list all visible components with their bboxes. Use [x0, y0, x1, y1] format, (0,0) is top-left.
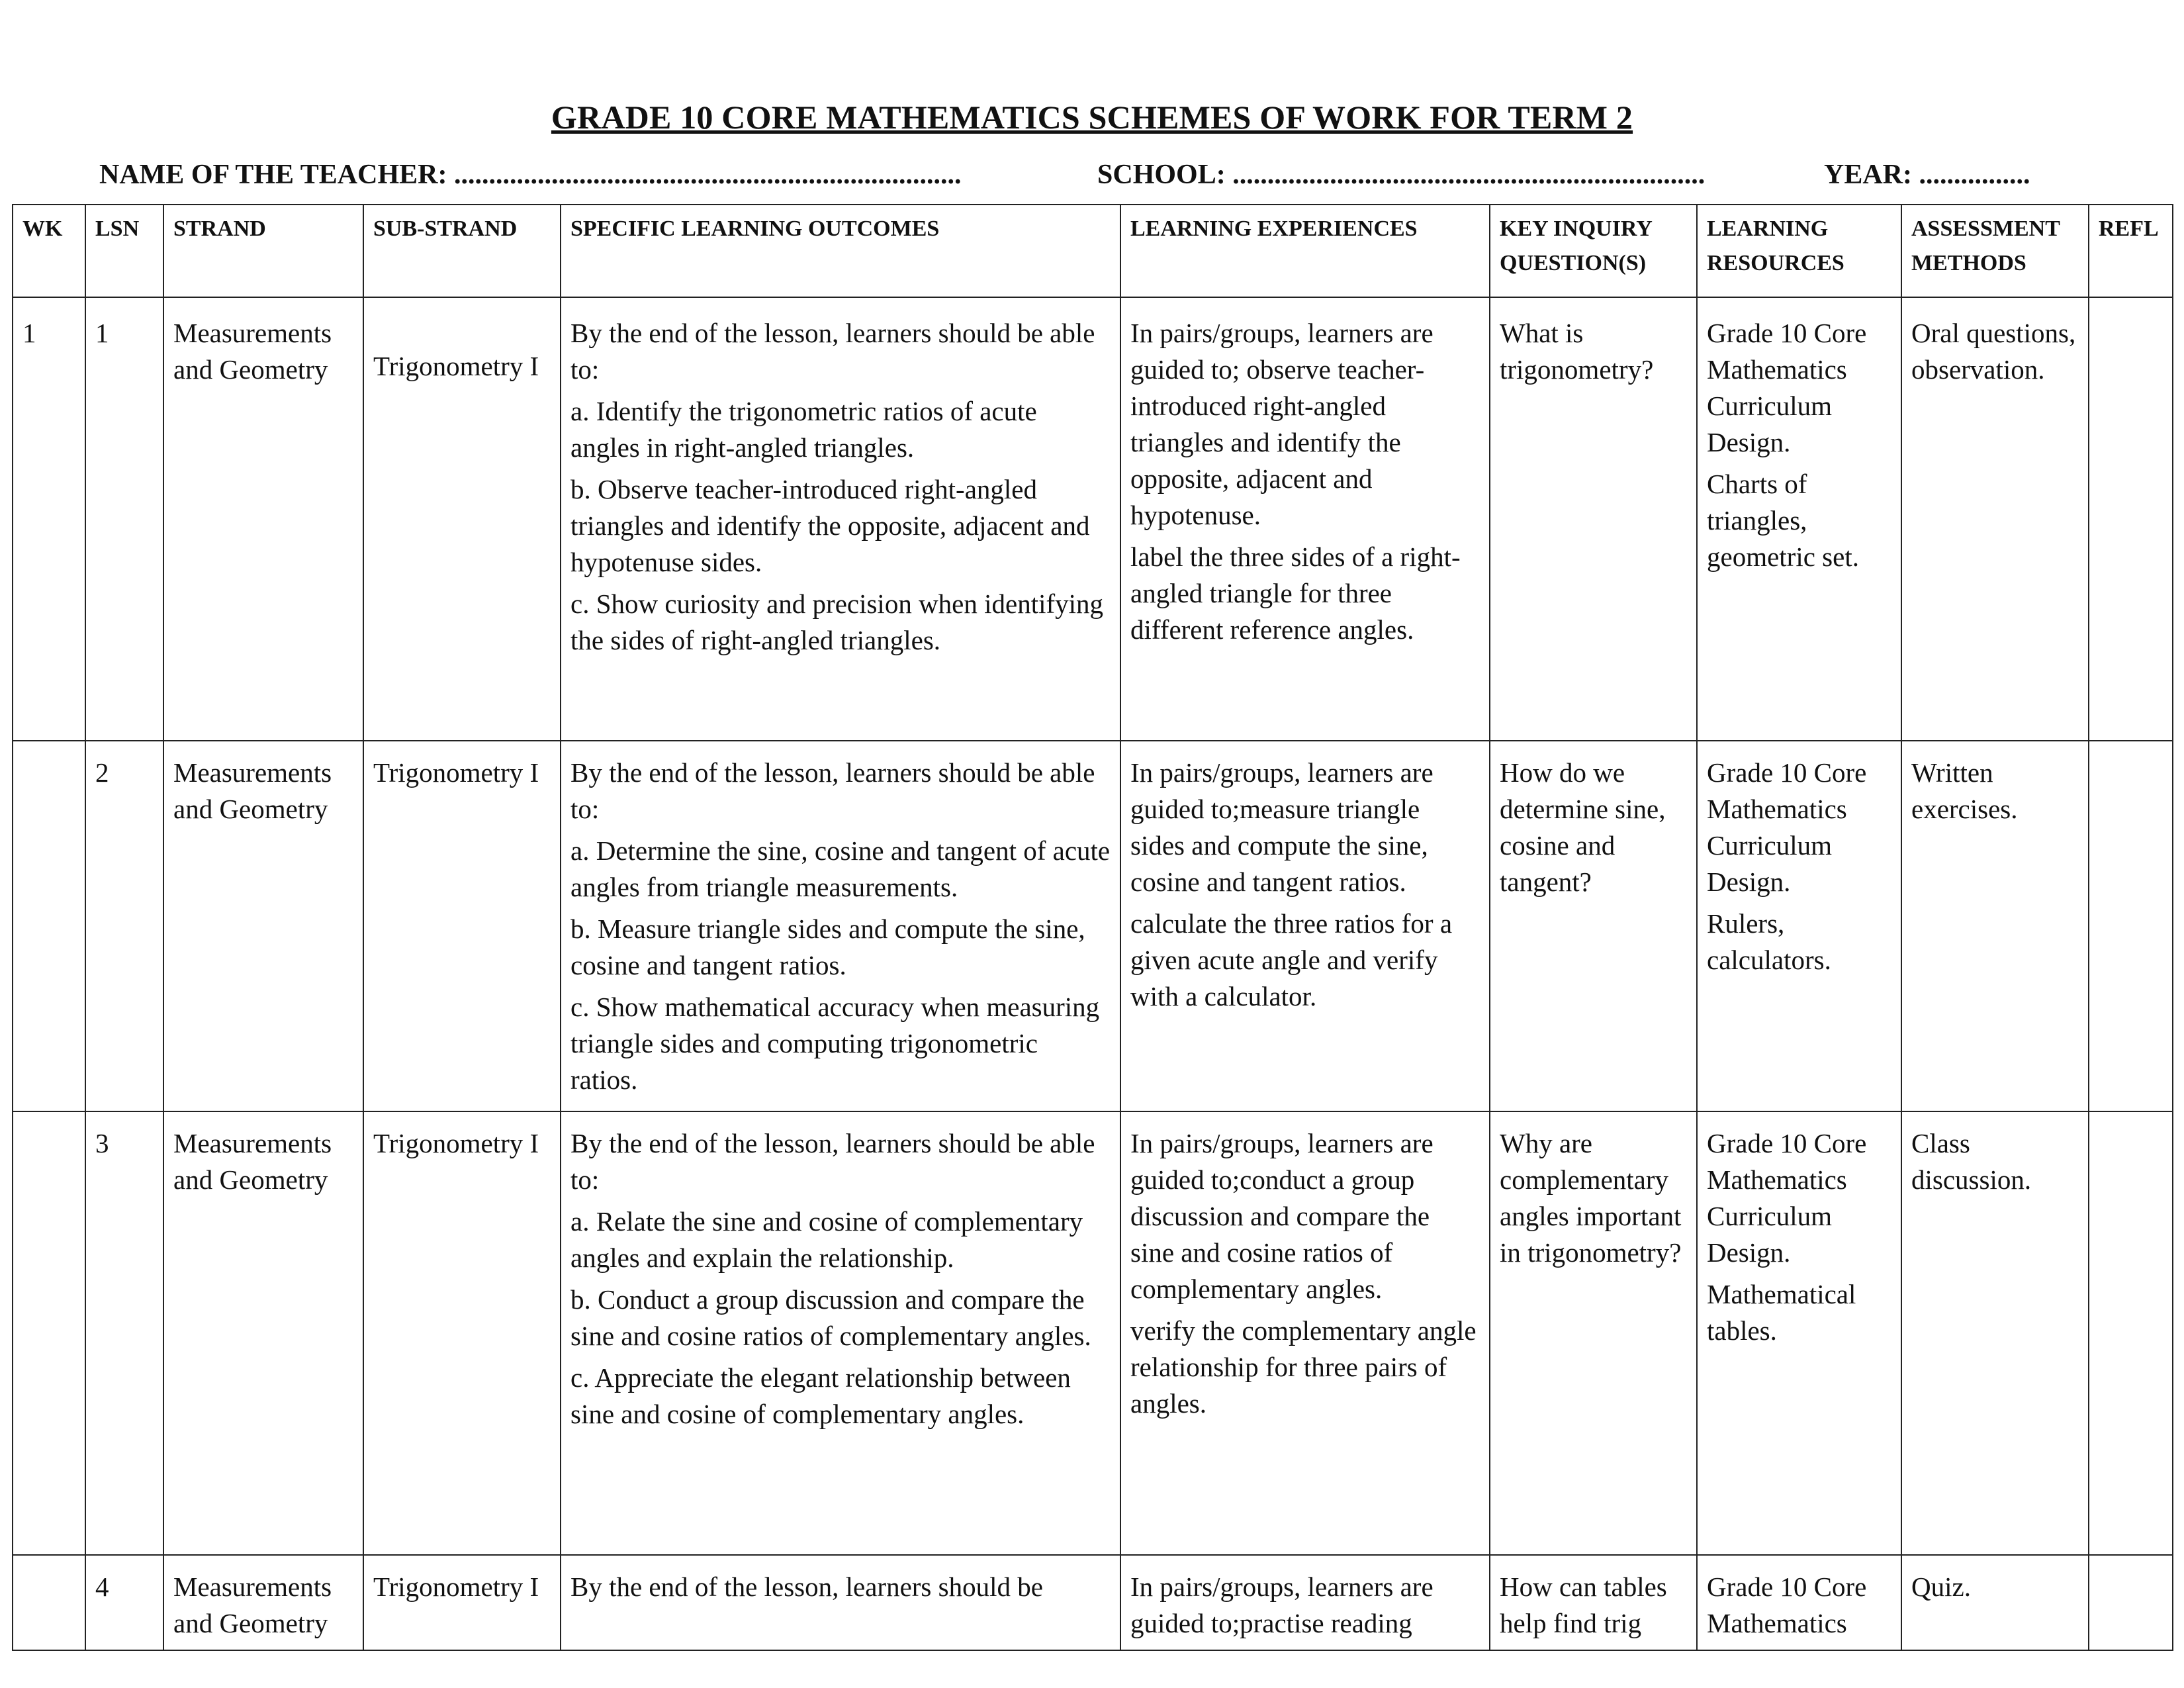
cell-refl — [2089, 1111, 2173, 1555]
cell-sub-strand: Trigonometry I — [363, 297, 561, 741]
table-row — [13, 297, 2173, 741]
cell-outcomes — [561, 297, 1120, 741]
experience-item: label the three sides of a right-angled triangle for three different reference angles. — [1130, 541, 1461, 645]
table-row — [13, 741, 2173, 1111]
outcome-a: a. Determine the sine, cosine and tangent of acute angles from triangle measurements. — [570, 835, 1111, 902]
experience-item: In pairs/groups, learners are guided to;conduct a group discussion and compare the sine and cosine ratios of complementary angles. — [1130, 1128, 1433, 1304]
experience-item: In pairs/groups, learners are guided to;measure triangle sides and compute the sine, cosine and tangent ratios. — [1130, 757, 1433, 897]
header-outcomes: SPECIFIC LEARNING OUTCOMES — [561, 205, 1120, 297]
cell-experiences — [1120, 1555, 1490, 1650]
cell-resources — [1697, 1111, 1901, 1555]
cell-inquiry: How can tables help find trig — [1490, 1555, 1697, 1650]
cell-resources — [1697, 1555, 1901, 1650]
cell-sub-strand: Trigonometry I — [363, 1111, 561, 1555]
cell-wk — [13, 1555, 85, 1650]
resource-item: Charts of triangles, geometric set. — [1707, 469, 1859, 572]
header-sub-strand: SUB-STRAND — [363, 205, 561, 297]
cell-refl — [2089, 1555, 2173, 1650]
header-resources: LEARNING RESOURCES — [1697, 205, 1901, 297]
cell-inquiry: How do we determine sine, cosine and tangent? — [1490, 741, 1697, 1111]
cell-experiences — [1120, 297, 1490, 741]
cell-lsn: 3 — [85, 1111, 163, 1555]
outcome-b: b. Observe teacher-introduced right-angled triangles and identify the opposite, adjacent and hypotenuse sides. — [570, 474, 1090, 577]
resource-item: Grade 10 Core Mathematics Curriculum Design. — [1707, 318, 1867, 457]
cell-strand: Measurements and Geometry — [163, 741, 363, 1111]
experience-item: verify the complementary angle relationship for three pairs of angles. — [1130, 1315, 1477, 1419]
experience-item: In pairs/groups, learners are guided to; observe teacher-introduced right-angled triangles and identify the opposite, adjacent and hypotenuse. — [1130, 318, 1433, 530]
cell-lsn: 1 — [85, 297, 163, 741]
cell-sub-strand: Trigonometry I — [363, 1555, 561, 1650]
year-field: YEAR: ................ — [1824, 160, 2030, 190]
resource-item: Mathematical tables. — [1707, 1279, 1856, 1346]
outcome-c: c. Show curiosity and precision when identifying the sides of right-angled triangles. — [570, 588, 1104, 655]
cell-assessment: Quiz. — [1901, 1555, 2089, 1650]
outcome-intro: By the end of the lesson, learners should be able to: — [570, 1128, 1095, 1195]
cell-resources — [1697, 297, 1901, 741]
experience-item: In pairs/groups, learners are guided to;practise reading — [1130, 1571, 1433, 1638]
cell-assessment: Class discussion. — [1901, 1111, 2089, 1555]
cell-sub-strand: Trigonometry I — [363, 741, 561, 1111]
resource-item: Grade 10 Core Mathematics Curriculum Design. — [1707, 757, 1867, 897]
cell-strand: Measurements and Geometry — [163, 1555, 363, 1650]
table-row — [13, 1555, 2173, 1650]
cell-outcomes — [561, 741, 1120, 1111]
cell-outcomes — [561, 1111, 1120, 1555]
scheme-of-work-table — [12, 204, 2173, 1651]
outcome-intro: By the end of the lesson, learners should be able to: — [570, 318, 1095, 385]
outcome-b: b. Conduct a group discussion and compare the sine and cosine ratios of complementary angles. — [570, 1284, 1091, 1351]
cell-strand: Measurements and Geometry — [163, 1111, 363, 1555]
cell-lsn: 2 — [85, 741, 163, 1111]
resource-item: Grade 10 Core Mathematics Curriculum Design. — [1707, 1128, 1867, 1268]
header-wk: WK — [13, 205, 85, 297]
teacher-name-field: NAME OF THE TEACHER: ......................................................................... — [99, 160, 962, 190]
cell-experiences — [1120, 1111, 1490, 1555]
cell-wk — [13, 741, 85, 1111]
cell-refl — [2089, 297, 2173, 741]
header-refl: REFL — [2089, 205, 2173, 297]
outcome-b: b. Measure triangle sides and compute the sine, cosine and tangent ratios. — [570, 914, 1085, 980]
header-lsn: LSN — [85, 205, 163, 297]
cell-strand: Measurements and Geometry — [163, 297, 363, 741]
school-field: SCHOOL: .................................................................... — [1097, 160, 1706, 190]
header-assessment: ASSESSMENT METHODS — [1901, 205, 2089, 297]
cell-resources — [1697, 741, 1901, 1111]
document-title: GRADE 10 CORE MATHEMATICS SCHEMES OF WORK FOR TERM 2 — [551, 99, 1633, 136]
resource-item: Grade 10 Core Mathematics — [1707, 1571, 1867, 1638]
table-header-row — [13, 205, 2173, 297]
cell-outcomes — [561, 1555, 1120, 1650]
table-row — [13, 1111, 2173, 1555]
outcome-a: a. Identify the trigonometric ratios of acute angles in right-angled triangles. — [570, 396, 1037, 463]
experience-item: calculate the three ratios for a given acute angle and verify with a calculator. — [1130, 908, 1453, 1011]
header-inquiry: KEY INQUIRY QUESTION(S) — [1490, 205, 1697, 297]
header-experiences: LEARNING EXPERIENCES — [1120, 205, 1490, 297]
outcome-c: c. Appreciate the elegant relationship between sine and cosine of complementary angles. — [570, 1362, 1071, 1429]
cell-assessment: Written exercises. — [1901, 741, 2089, 1111]
cell-assessment: Oral questions, observation. — [1901, 297, 2089, 741]
outcome-a: a. Relate the sine and cosine of complementary angles and explain the relationship. — [570, 1206, 1083, 1273]
cell-lsn: 4 — [85, 1555, 163, 1650]
header-strand: STRAND — [163, 205, 363, 297]
cell-experiences — [1120, 741, 1490, 1111]
cell-inquiry: What is trigonometry? — [1490, 297, 1697, 741]
cell-inquiry: Why are complementary angles important in trigonometry? — [1490, 1111, 1697, 1555]
cell-wk: 1 — [13, 297, 85, 741]
cell-wk — [13, 1111, 85, 1555]
outcome-c: c. Show mathematical accuracy when measuring triangle sides and computing trigonometric ratios. — [570, 992, 1100, 1095]
outcome-intro: By the end of the lesson, learners should be able to: — [570, 757, 1095, 824]
resource-item: Rulers, calculators. — [1707, 908, 1831, 975]
cell-refl — [2089, 741, 2173, 1111]
outcome-intro: By the end of the lesson, learners should be — [570, 1571, 1043, 1602]
